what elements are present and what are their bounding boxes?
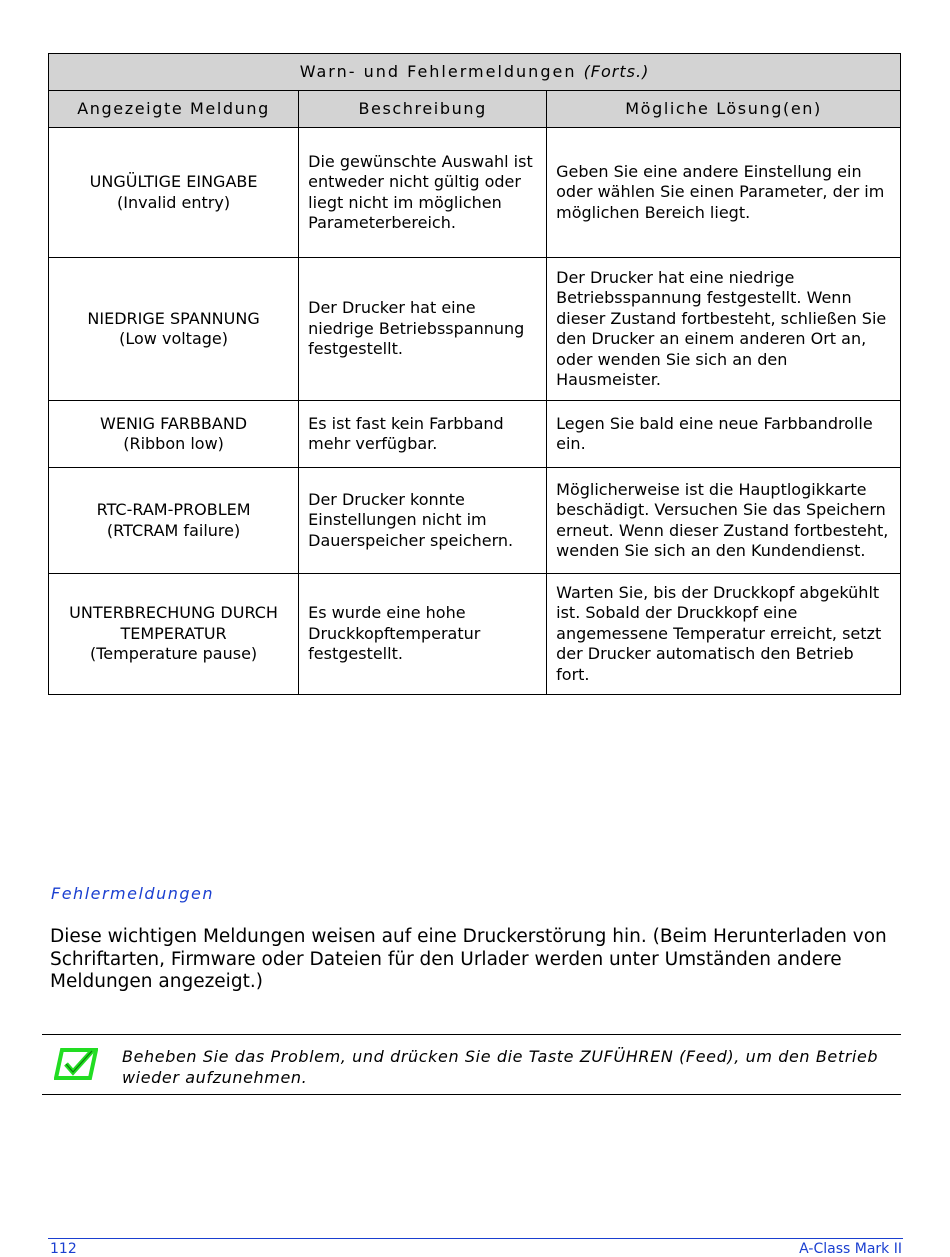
table-title-text: Warn- und Fehlermeldungen bbox=[299, 61, 577, 81]
table-title-suffix: (Forts.) bbox=[583, 61, 650, 81]
table-row bbox=[49, 574, 901, 695]
solution-cell: Der Drucker hat eine niedrige Betriebsspannung festgestellt. Wenn dieser Zustand fortbesteht, schließen Sie den Drucker an einem anderen Ort an, oder wenden Sie sich an den Hausmeister. bbox=[547, 258, 901, 401]
message-line: (RTCRAM failure) bbox=[106, 520, 241, 540]
message-line: (Invalid entry) bbox=[117, 192, 231, 212]
message-cell bbox=[49, 258, 299, 401]
table-title-row bbox=[49, 54, 901, 91]
column-header-message: Angezeigte Meldung bbox=[49, 91, 299, 128]
description-cell: Der Drucker konnte Einstellungen nicht im Dauerspeicher speichern. bbox=[299, 468, 547, 574]
product-name: A-Class Mark II bbox=[799, 1241, 902, 1257]
note-text: Beheben Sie das Problem, und drücken Sie die Taste ZUFÜHREN (Feed), um den Betrieb wieder aufzunehmen. bbox=[122, 1047, 879, 1087]
description-cell: Es ist fast kein Farbband mehr verfügbar. bbox=[299, 401, 547, 468]
solution-cell: Warten Sie, bis der Druckkopf abgekühlt ist. Sobald der Druckkopf eine angemessene Temperatur erreicht, setzt der Drucker automatisch den Betrieb fort. bbox=[547, 574, 901, 695]
note-box bbox=[42, 1034, 901, 1095]
table-header-row bbox=[49, 91, 901, 128]
description-cell: Es wurde eine hohe Druckkopftemperatur festgestellt. bbox=[299, 574, 547, 695]
message-cell bbox=[49, 468, 299, 574]
solution-cell: Möglicherweise ist die Hauptlogikkarte beschädigt. Versuchen Sie das Speichern erneut. Wenn dieser Zustand fortbesteht, wenden Sie sich an den Kundendienst. bbox=[547, 468, 901, 574]
description-cell: Der Drucker hat eine niedrige Betriebsspannung festgestellt. bbox=[299, 258, 547, 401]
message-line: (Ribbon low) bbox=[123, 434, 224, 453]
footer-divider bbox=[48, 1238, 903, 1239]
message-line: RTC-RAM-PROBLEM bbox=[96, 500, 251, 519]
column-header-description: Beschreibung bbox=[299, 91, 547, 128]
message-line: (Temperature pause) bbox=[89, 644, 258, 664]
message-line: NIEDRIGE SPANNUNG bbox=[87, 308, 260, 328]
table-row bbox=[49, 258, 901, 401]
column-header-solution: Mögliche Lösung(en) bbox=[547, 91, 901, 128]
solution-cell: Legen Sie bald eine neue Farbbandrolle ein. bbox=[547, 401, 901, 468]
section-paragraph: Diese wichtigen Meldungen weisen auf eine Druckerstörung hin. (Beim Herunterladen von Schriftarten, Firmware oder Dateien für den Urlader werden unter Umständen andere Meldungen angezeigt.) bbox=[50, 926, 887, 992]
message-line: UNGÜLTIGE EINGABE bbox=[89, 172, 258, 191]
green-checkbox-icon bbox=[54, 1047, 98, 1081]
table-row bbox=[49, 401, 901, 468]
table-row bbox=[49, 128, 901, 258]
section-heading: Fehlermeldungen bbox=[51, 884, 215, 903]
message-line: WENIG FARBBAND bbox=[100, 413, 248, 433]
page-number: 112 bbox=[50, 1241, 77, 1257]
message-line: (Low voltage) bbox=[119, 329, 228, 348]
message-cell bbox=[49, 401, 299, 468]
description-cell: Die gewünschte Auswahl ist entweder nicht gültig oder liegt nicht im möglichen Parameterbereich. bbox=[299, 128, 547, 258]
message-cell bbox=[49, 128, 299, 258]
table-title bbox=[49, 54, 901, 91]
table-row bbox=[49, 468, 901, 574]
solution-cell: Geben Sie eine andere Einstellung ein oder wählen Sie einen Parameter, der im möglichen Bereich liegt. bbox=[547, 128, 901, 258]
warning-messages-table bbox=[48, 53, 901, 695]
message-line: TEMPERATUR bbox=[120, 623, 227, 643]
message-line: UNTERBRECHUNG DURCH bbox=[69, 603, 278, 623]
message-cell bbox=[49, 574, 299, 695]
